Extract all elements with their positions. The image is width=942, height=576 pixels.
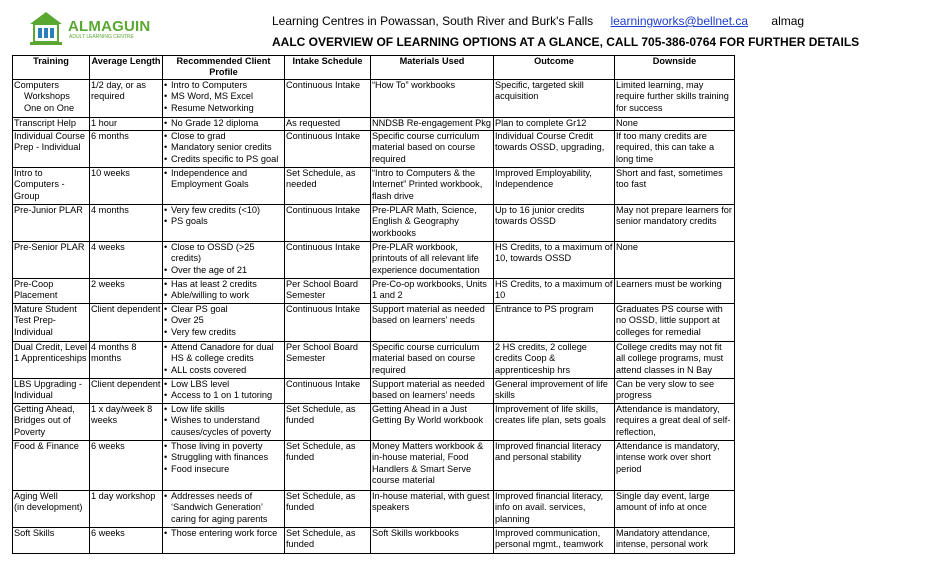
outcome-cell: Up to 16 junior credits towards OSSD [494,204,615,241]
downside-cell: Attendance is mandatory, intense work over short period [615,440,735,490]
table-row [13,130,735,167]
intake-cell: Continuous Intake [285,241,371,278]
header-title: Learning Centres in Powassan, South River and Burk's Falls [272,14,594,28]
downside-cell: None [615,117,735,130]
downside-cell: May not prepare learners for senior mandatory credits [615,204,735,241]
outcome-cell: Improved financial literacy, info on avail. services, planning [494,490,615,527]
materials-cell: NNDSB Re-engagement Pkg [371,117,494,130]
profile-cell [163,490,285,527]
training-name: Intro to Computers - Group [14,167,65,201]
profile-bullet: • Over 25 [164,315,283,326]
header-line [272,14,804,28]
outcome-cell: Entrance to PS program [494,303,615,341]
materials-cell: Specific course curriculum material based on course required [371,130,494,167]
profile-cell [163,117,285,130]
almaguin-logo [28,10,158,52]
profile-cell [163,79,285,117]
outcome-cell: HS Credits, to a maximum of 10 [494,278,615,303]
intake-cell: Continuous Intake [285,378,371,403]
profile-cell [163,278,285,303]
training-name: Soft Skills [14,527,55,538]
profile-bullet: • Over the age of 21 [164,265,283,276]
training-name: Pre-Senior PLAR [14,241,85,252]
downside-cell: Limited learning, may require further skills training for success [615,79,735,117]
training-cell [13,378,90,403]
materials-cell: “Intro to Computers & the Internet” Printed workbook, flash drive [371,167,494,204]
profile-cell [163,440,285,490]
length-cell: 6 weeks [90,527,163,553]
outcome-cell: General improvement of life skills [494,378,615,403]
length-cell: 4 months 8 months [90,341,163,378]
length-cell: 4 months [90,204,163,241]
profile-bullet: • Credits specific to PS goal [164,154,283,165]
page-subtitle: AALC OVERVIEW OF LEARNING OPTIONS AT A GLANCE, CALL 705-386-0764 FOR FURTHER DETAILS [272,35,860,49]
table-row [13,167,735,204]
intake-cell: Set Schedule, as needed [285,167,371,204]
table-row [13,490,735,527]
table-row [13,341,735,378]
length-cell: 4 weeks [90,241,163,278]
profile-cell [163,204,285,241]
profile-bullet: • Low LBS level [164,379,283,390]
profile-cell [163,130,285,167]
training-cell [13,204,90,241]
profile-cell [163,341,285,378]
profile-list [164,118,283,129]
profile-bullet: • PS goals [164,216,283,227]
downside-cell: Short and fast, sometimes too fast [615,167,735,204]
materials-cell: Pre-PLAR Math, Science, English & Geography workbooks [371,204,494,241]
column-header: Training [13,56,90,80]
profile-bullet: • Wishes to understand causes/cycles of poverty [164,415,283,438]
profile-bullet: • Intro to Computers [164,80,283,91]
training-name: Mature Student Test Prep- Individual [14,303,77,337]
training-cell [13,167,90,204]
length-cell: 6 months [90,130,163,167]
downside-cell: None [615,241,735,278]
table-row [13,278,735,303]
profile-list [164,131,283,165]
training-name: LBS Upgrading - Individual [14,378,82,401]
downside-cell: Learners must be working [615,278,735,303]
downside-cell: Graduates PS course with no OSSD, little support at colleges for remedial [615,303,735,341]
training-name: Food & Finance [14,440,79,451]
training-cell [13,278,90,303]
training-cell [13,303,90,341]
learning-options-table [12,55,735,554]
profile-bullet: • Mandatory senior credits [164,142,283,153]
table-row [13,303,735,341]
training-cell [13,527,90,553]
training-cell [13,440,90,490]
profile-bullet: • Independence and Employment Goals [164,168,283,191]
profile-bullet: • Able/willing to work [164,290,283,301]
training-name: Getting Ahead, Bridges out of Poverty [14,403,75,437]
table-row [13,440,735,490]
outcome-cell: Improved communication, personal mgmt., teamwork [494,527,615,553]
materials-cell: Money Matters workbook & in-house material, Food Handlers & Smart Serve course material [371,440,494,490]
table-row [13,204,735,241]
length-cell: Client dependent [90,378,163,403]
profile-list [164,205,283,228]
outcome-cell: Improvement of life skills, creates life plan, sets goals [494,403,615,440]
intake-cell: Continuous Intake [285,130,371,167]
column-header: Downside [615,56,735,80]
profile-bullet: • Struggling with finances [164,452,283,463]
training-name: Pre-Junior PLAR [14,204,83,215]
downside-cell: Attendance is mandatory, requires a great deal of self-reflection, [615,403,735,440]
profile-bullet: • Close to grad [164,131,283,142]
table-row [13,117,735,130]
intake-cell: As requested [285,117,371,130]
profile-list [164,242,283,276]
training-cell [13,341,90,378]
table-row [13,527,735,553]
profile-cell [163,303,285,341]
profile-cell [163,167,285,204]
outcome-cell: Individual Course Credit towards OSSD, upgrading, [494,130,615,167]
profile-list [164,80,283,114]
length-cell: 2 weeks [90,278,163,303]
materials-cell: Support material as needed based on learners’ needs [371,303,494,341]
profile-bullet: • Very few credits (<10) [164,205,283,216]
training-name: Individual Course Prep - Individual [14,130,85,153]
training-cell [13,117,90,130]
profile-bullet: • Food insecure [164,464,283,475]
length-cell: 1/2 day, or as required [90,79,163,117]
outcome-cell: Specific, targeted skill acquisition [494,79,615,117]
training-name: One on One [24,102,75,113]
downside-cell: Single day event, large amount of info at once [615,490,735,527]
downside-cell: If too many credits are required, this can take a long time [615,130,735,167]
intake-cell: Per School Board Semester [285,278,371,303]
training-name: Workshops [24,91,70,102]
outcome-cell: Improved Employability, Independence [494,167,615,204]
column-header: Outcome [494,56,615,80]
column-header: Intake Schedule [285,56,371,80]
training-name: Dual Credit, Level 1 Apprenticeships [14,341,88,364]
training-cell [13,403,90,440]
downside-cell: Mandatory attendance, intense, personal work [615,527,735,553]
outcome-cell: 2 HS credits, 2 college credits Coop & apprenticeship hrs [494,341,615,378]
logo-name: ALMAGUIN [68,18,151,35]
table-header-row [13,56,735,80]
length-cell: Client dependent [90,303,163,341]
column-header: Recommended Client Profile [163,56,285,80]
materials-cell: Soft Skills workbooks [371,527,494,553]
column-header: Average Length [90,56,163,80]
profile-bullet: • Addresses needs of ‘Sandwich Generation’ caring for aging parents [164,491,283,525]
length-cell: 1 day workshop [90,490,163,527]
profile-bullet: • No Grade 12 diploma [164,118,283,129]
profile-list [164,168,283,191]
length-cell: 10 weeks [90,167,163,204]
profile-cell [163,403,285,440]
profile-list [164,441,283,475]
outcome-cell: Plan to complete Gr12 [494,117,615,130]
table-row [13,378,735,403]
profile-list [164,279,283,302]
intake-cell: Set Schedule, as funded [285,527,371,553]
profile-bullet: • Those living in poverty [164,441,283,452]
profile-list [164,404,283,438]
materials-cell: Getting Ahead in a Just Getting By World workbook [371,403,494,440]
training-cell [13,490,90,527]
profile-bullet: • ALL costs covered [164,365,283,376]
training-cell [13,130,90,167]
materials-cell: Pre-Co-op workbooks, Units 1 and 2 [371,278,494,303]
training-name: Aging Well [14,490,58,501]
intake-cell: Set Schedule, as funded [285,440,371,490]
logo-tagline: ADULT LEARNING CENTRE [69,34,134,40]
intake-cell: Set Schedule, as funded [285,490,371,527]
profile-bullet: • Low life skills [164,404,283,415]
profile-cell [163,378,285,403]
training-name: (in development) [14,502,83,513]
outcome-cell: Improved financial literacy and personal stability [494,440,615,490]
profile-list [164,379,283,402]
intake-cell: Set Schedule, as funded [285,403,371,440]
training-name: Computers [14,79,59,90]
profile-bullet: • Clear PS goal [164,304,283,315]
downside-cell: College credits may not fit all college programs, must attend classes in N Bay [615,341,735,378]
table-row [13,79,735,117]
materials-cell: In-house material, with guest speakers [371,490,494,527]
profile-cell [163,241,285,278]
training-name: Pre-Coop Placement [14,278,58,301]
profile-bullet: • Access to 1 on 1 tutoring [164,390,283,401]
column-header: Materials Used [371,56,494,80]
header-trailing-text: almag [771,14,805,28]
profile-bullet: • Those entering work force [164,528,283,539]
downside-cell: Can be very slow to see progress [615,378,735,403]
materials-cell: Pre-PLAR workbook, printouts of all relevant life experience documentation [371,241,494,278]
profile-list [164,304,283,338]
profile-cell [163,527,285,553]
intake-cell: Continuous Intake [285,79,371,117]
profile-list [164,342,283,376]
table-body [13,79,735,553]
materials-cell: Specific course curriculum material based on course required [371,341,494,378]
profile-bullet: • MS Word, MS Excel [164,91,283,102]
outcome-cell: HS Credits, to a maximum of 10, towards OSSD [494,241,615,278]
profile-list [164,528,283,539]
training-name: Transcript Help [14,117,76,128]
profile-bullet: • Has at least 2 credits [164,279,283,290]
training-cell [13,79,90,117]
materials-cell: “How To” workbooks [371,79,494,117]
materials-cell: Support material as needed based on learners’ needs [371,378,494,403]
length-cell: 1 x day/week 8 weeks [90,403,163,440]
length-cell: 1 hour [90,117,163,130]
table-row [13,403,735,440]
profile-bullet: • Attend Canadore for dual HS & college credits [164,342,283,365]
table-row [13,241,735,278]
profile-bullet: • Very few credits [164,327,283,338]
profile-bullet: • Resume Networking [164,103,283,114]
email-link[interactable]: learningworks@bellnet.ca [610,14,749,28]
profile-list [164,491,283,525]
profile-bullet: • Close to OSSD (>25 credits) [164,242,283,265]
length-cell: 6 weeks [90,440,163,490]
intake-cell: Per School Board Semester [285,341,371,378]
intake-cell: Continuous Intake [285,204,371,241]
intake-cell: Continuous Intake [285,303,371,341]
training-cell [13,241,90,278]
schoolhouse-logo-icon [28,10,64,48]
